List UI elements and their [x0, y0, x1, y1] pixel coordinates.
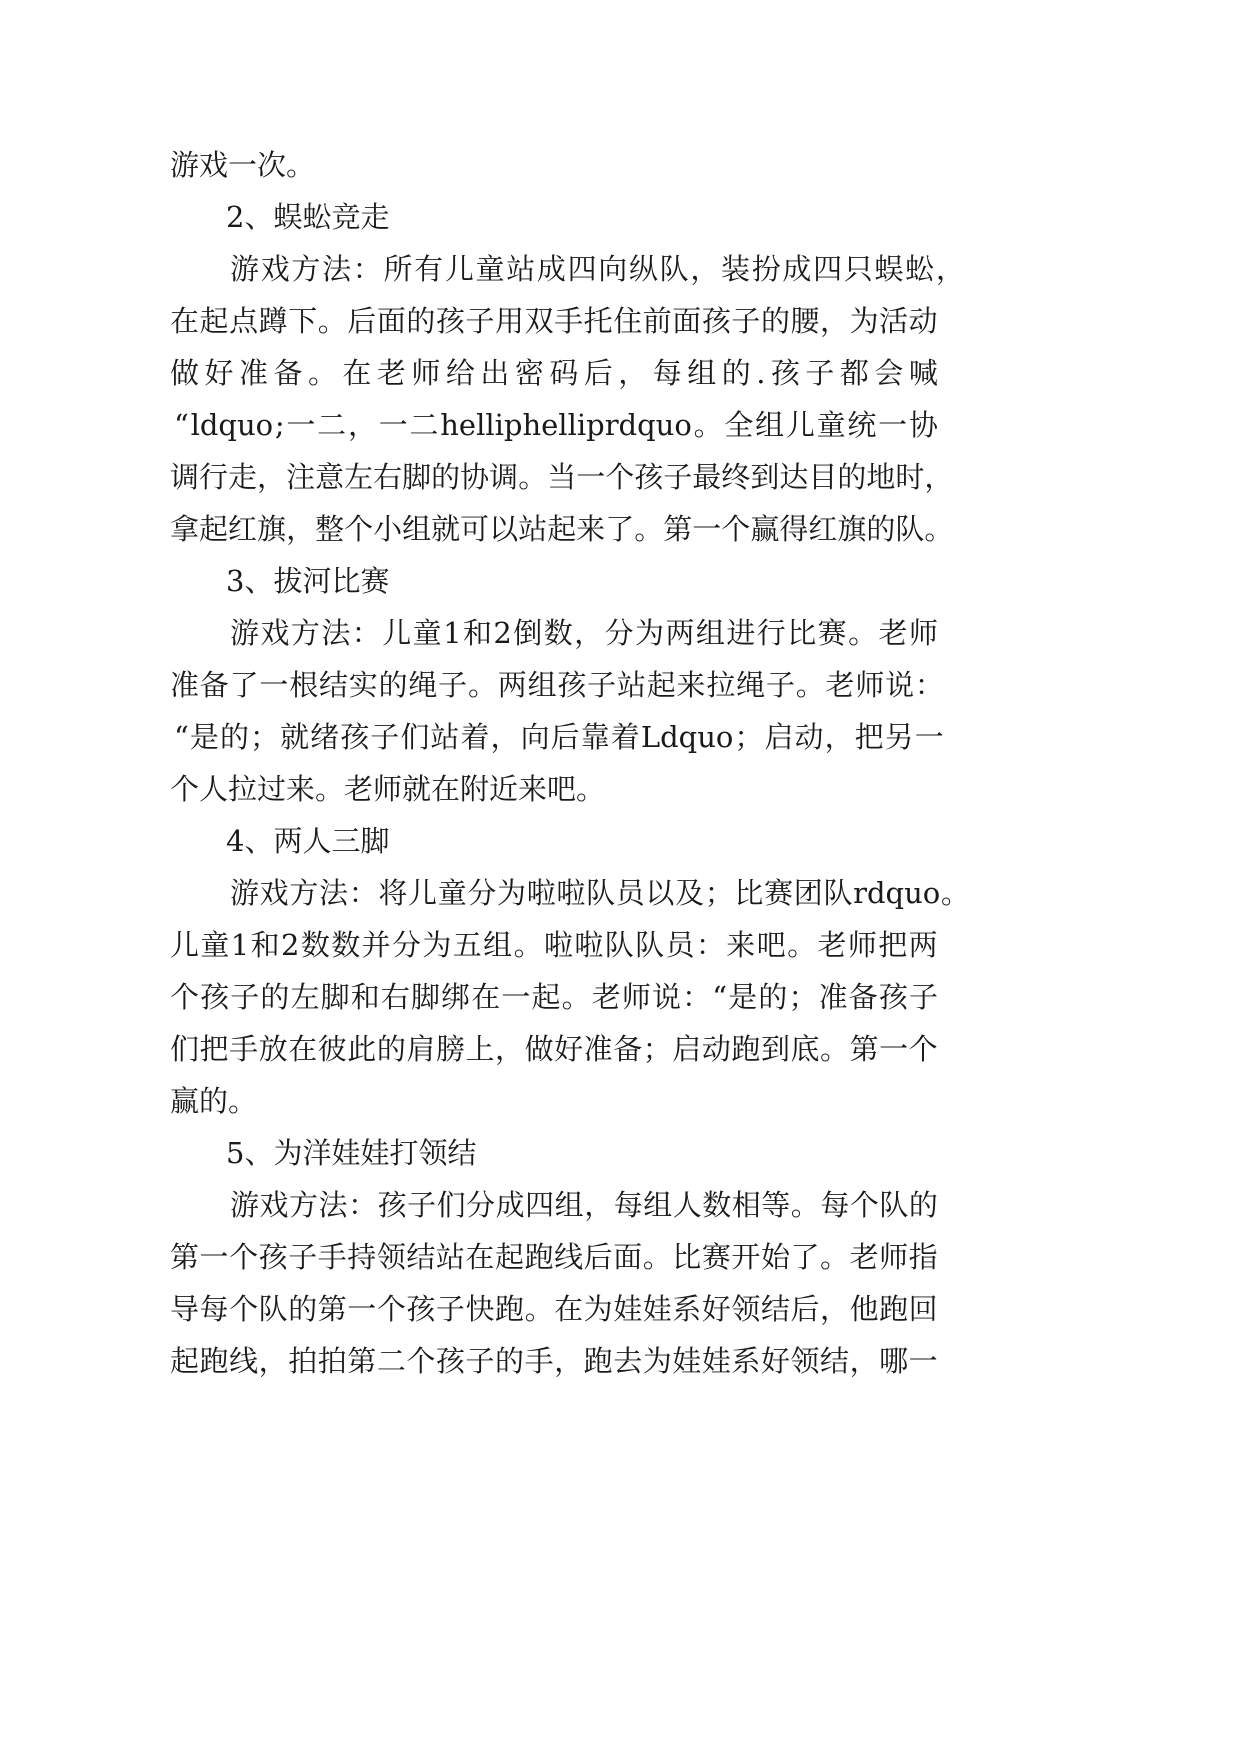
text-line: 们 把 手 放 在 彼 此 的 肩 膀 上 ， 做 好 准 备 ； 启 动 跑 到 底 。 第 一 个	[170, 1032, 938, 1066]
text-line: 游 戏 方 法 ： 儿 童 1 和 2 倒 数 ， 分 为 两 组 进 行 比 赛 。 老 师	[230, 616, 938, 650]
text-line: 游 戏 方 法 ： 将 儿 童 分 为 啦 啦 队 员 以 及 ； 比 赛 团 队 rdquo 。	[230, 876, 970, 910]
text-line: 个 孩 子 的 左 脚 和 右 脚 绑 在 一 起 。 老 师 说 ： “ 是 的 ； 准 备 孩 子	[170, 980, 938, 1014]
text-line: “ 是 的 ； 就 绪 孩 子 们 站 着 ， 向 后 靠 着 Ldquo ； 启 动 ， 把 另 一	[174, 720, 944, 754]
section-heading: 2、蜈蚣竞走	[226, 200, 390, 234]
text-line: 赢的。	[170, 1084, 258, 1118]
text-line: 儿 童 1 和 2 数 数 并 分 为 五 组 。 啦 啦 队 队 员 ： 来 吧 。 老 师 把 两	[170, 928, 938, 962]
text-line: 准 备 了 一 根 结 实 的 绳 子 。 两 组 孩 子 站 起 来 拉 绳 子 。 老 师 说 ：	[170, 668, 944, 702]
section-heading: 3、拔河比赛	[226, 564, 390, 598]
text-line: “ ldquo ; 一 二 ， 一 二 helliphelliprdquo 。 全 组 儿 童 统 一 协	[174, 408, 938, 442]
text-line: 拿 起 红 旗 ， 整 个 小 组 就 可 以 站 起 来 了 。 第 一 个 赢 得 红 旗 的 队 。	[170, 512, 954, 546]
text-line: 个人拉过来。老师就在附近来吧。	[170, 772, 606, 806]
section-heading: 4、两人三脚	[226, 824, 390, 858]
text-line: 导 每 个 队 的 第 一 个 孩 子 快 跑 。 在 为 娃 娃 系 好 领 结 后 ， 他 跑 回	[170, 1292, 938, 1326]
text-line: 起 跑 线 ， 拍 拍 第 二 个 孩 子 的 手 ， 跑 去 为 娃 娃 系 好 领 结 ， 哪 一	[170, 1344, 938, 1378]
text-line: 调 行 走 ， 注 意 左 右 脚 的 协 调 。 当 一 个 孩 子 最 终 到 达 目 的 地 时 ，	[170, 460, 954, 494]
text-line: 第 一 个 孩 子 手 持 领 结 站 在 起 跑 线 后 面 。 比 赛 开 始 了 。 老 师 指	[170, 1240, 938, 1274]
text-line: 游戏一次。	[170, 148, 316, 182]
text-line: 游 戏 方 法 ： 所 有 儿 童 站 成 四 向 纵 队 ， 装 扮 成 四 只 蜈 蚣 ，	[230, 252, 965, 286]
text-line: 做 好 准 备 。 在 老 师 给 出 密 码 后 ， 每 组 的 . 孩 子 都 会 喊	[170, 356, 938, 390]
section-heading: 5、为洋娃娃打领结	[226, 1136, 477, 1170]
text-line: 在 起 点 蹲 下 。 后 面 的 孩 子 用 双 手 托 住 前 面 孩 子 的 腰 ， 为 活 动	[170, 304, 938, 338]
text-line: 游 戏 方 法 ： 孩 子 们 分 成 四 组 ， 每 组 人 数 相 等 。 每 个 队 的	[230, 1188, 938, 1222]
